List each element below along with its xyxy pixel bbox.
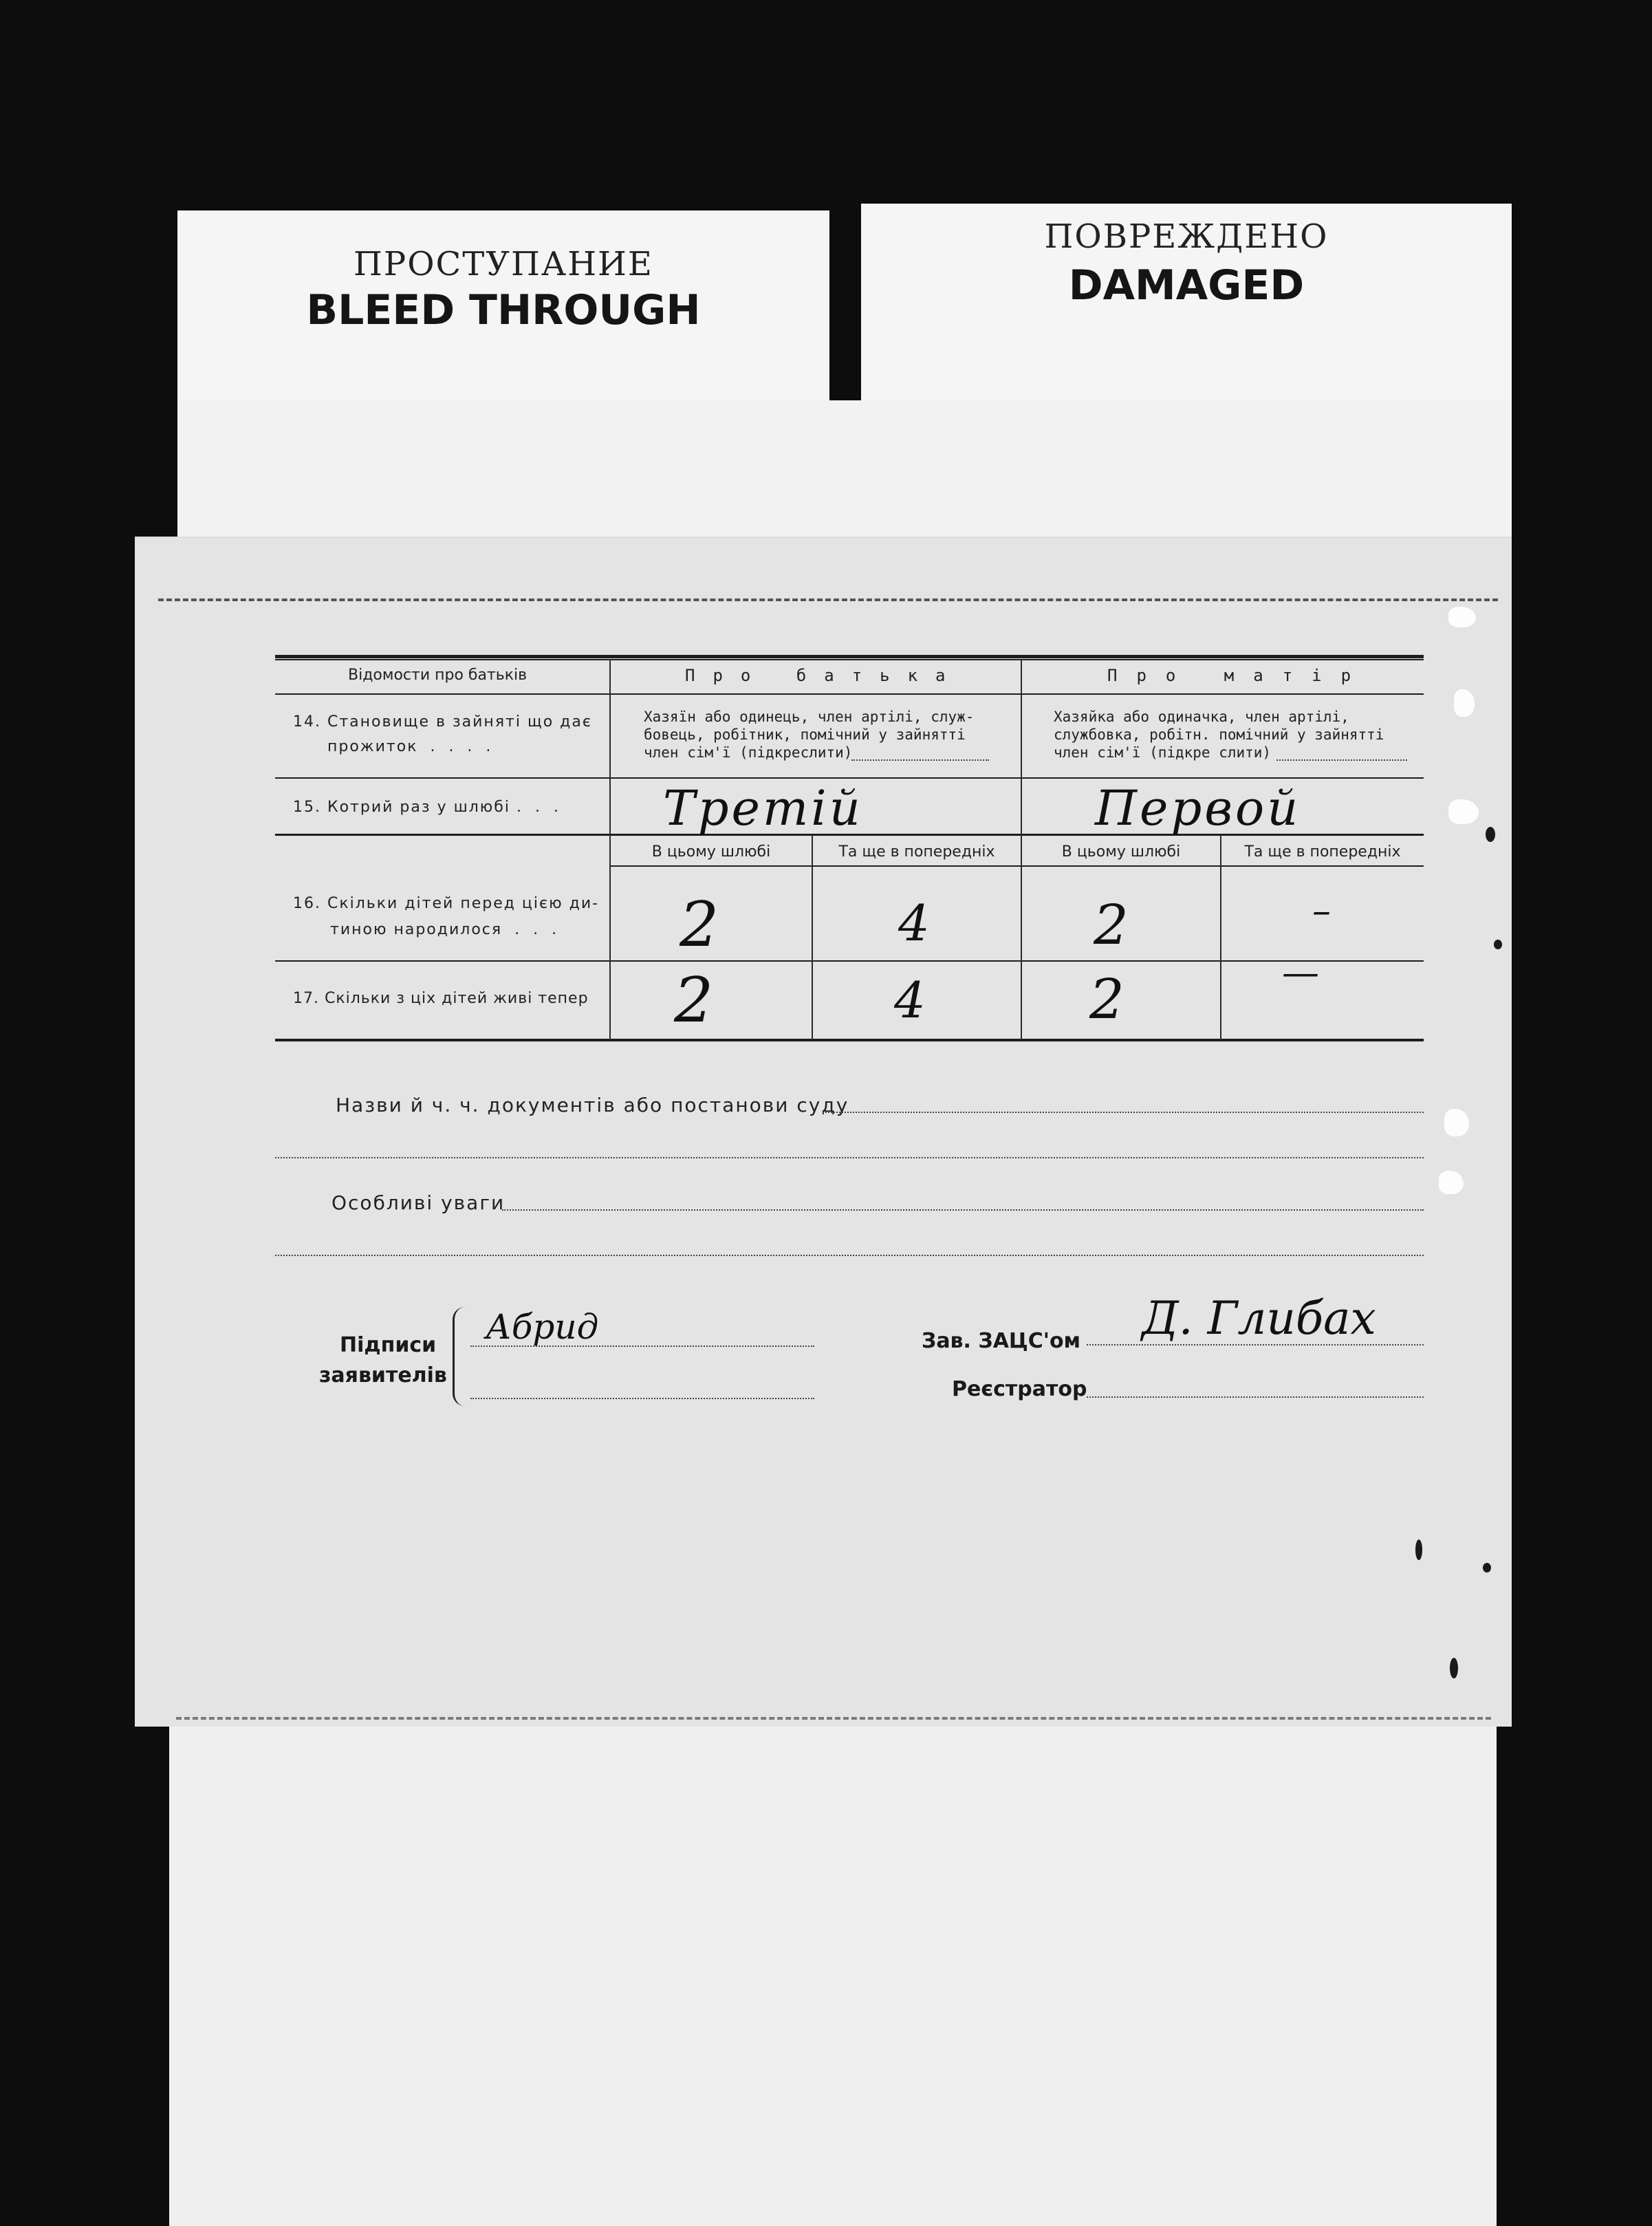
head-label: Зав. ЗАЦС'ом [922, 1329, 1081, 1353]
signatures-label-1: Підписи [340, 1333, 437, 1357]
bleed-through-slip [177, 210, 829, 410]
row16-father-this: 2 [680, 889, 719, 961]
subheader-mother-this: В цьому шлюбі [1061, 843, 1181, 861]
damaged-slip [861, 204, 1512, 410]
row14-mother-line3: член сім'ї (підкре слити) [1054, 744, 1272, 761]
row14-label-1: 14. Становище в зайняті що дає [293, 713, 592, 731]
header-rule [275, 693, 1424, 695]
record-form-sheet [135, 537, 1512, 1727]
lower-sheet [169, 1706, 1497, 2226]
perforation-top [158, 598, 1498, 601]
row17-mother-this: 2 [1089, 967, 1124, 1031]
row14-father-dots [851, 759, 989, 761]
back-sheet [177, 400, 1512, 559]
row15-father-value: Третій [663, 780, 863, 836]
subheader-rule [609, 865, 1424, 867]
row15-label: 15. Котрий раз у шлюбі . . . [293, 799, 560, 816]
head-signature-line [1087, 1344, 1424, 1346]
documents-label: Назви й ч. ч. документів або постанови суду [336, 1094, 849, 1116]
remarks-label: Особливі уваги [332, 1191, 506, 1214]
damaged-ru-label: ПОВРЕЖДЕНО [1044, 217, 1329, 256]
row16-mother-this: 2 [1094, 893, 1129, 957]
punch-hole-1 [1486, 827, 1495, 842]
row16-label-1: 16. Скільки дітей перед цією ди- [293, 895, 600, 912]
edge-damage-3 [1448, 799, 1479, 824]
row17-label: 17. Скільки з ціх дітей живі тепер [293, 990, 589, 1007]
perforation-bottom [176, 1717, 1491, 1720]
row15-mother-value: Первой [1095, 780, 1301, 836]
row16-father-prev: 4 [898, 894, 930, 952]
edge-damage-2 [1454, 689, 1475, 717]
edge-damage-1 [1448, 607, 1476, 627]
applicant-signature-line-2 [470, 1398, 814, 1399]
row14-label-2: прожиток . . . . [327, 738, 492, 755]
row17-father-prev: 4 [894, 971, 926, 1029]
registrar-label: Реєстратор [952, 1377, 1087, 1401]
header-info: Відомости про батьків [348, 667, 528, 684]
header-mother: Про матір [1107, 666, 1371, 685]
bleed-through-ru-label: ПРОСТУПАНИЕ [354, 245, 653, 283]
punch-hole-2 [1494, 940, 1502, 949]
documents-line-2 [275, 1157, 1424, 1158]
subheader-mother-prev: Та ще в попередніх [1244, 843, 1401, 861]
damaged-en-label: DAMAGED [1068, 261, 1305, 310]
signatures-brace [453, 1307, 465, 1406]
col-divider-mother-sub [1220, 835, 1221, 1040]
punch-hole-5 [1450, 1658, 1458, 1678]
registrar-signature-line [1087, 1396, 1424, 1398]
row14-rule [275, 777, 1424, 779]
applicant-signature: Абрид [486, 1307, 599, 1347]
row17-father-this: 2 [674, 964, 714, 1037]
remarks-line-1 [502, 1209, 1424, 1211]
remarks-line-2 [275, 1255, 1424, 1256]
row14-mother-line2: службовка, робітн. помічний у зайнятті [1054, 726, 1384, 743]
table-top-rule [275, 655, 1424, 658]
documents-line-1 [823, 1112, 1424, 1113]
row14-mother-line1: Хазяйка або одиначка, член артілі, [1054, 709, 1349, 725]
col-divider-father-sub [812, 835, 813, 1040]
row16-mother-prev: – [1312, 889, 1331, 932]
edge-damage-4 [1444, 1109, 1469, 1136]
row14-father-line1: Хазяїн або одинець, член артілі, служ- [644, 709, 975, 725]
row14-father-line3: член сім'ї (підкреслити) [644, 744, 853, 761]
row14-mother-dots [1276, 759, 1407, 761]
head-signature: Д. Глибах [1142, 1292, 1376, 1345]
subheader-father-this: В цьому шлюбі [651, 843, 771, 861]
header-father: Про батька [685, 666, 964, 685]
row16-rule [275, 960, 1424, 962]
applicant-signature-line-1 [470, 1346, 814, 1347]
punch-hole-3 [1415, 1539, 1422, 1560]
table-bottom-rule [275, 1039, 1424, 1041]
row17-mother-prev: — [1282, 951, 1319, 994]
row14-father-line2: бовець, робітник, помічний у зайнятті [644, 726, 966, 743]
row16-label-2: тиною народилося . . . [330, 921, 558, 938]
table-top-rule-thin [275, 659, 1424, 660]
subheader-father-prev: Та ще в попередніх [838, 843, 995, 861]
signatures-label-2: заявителів [319, 1363, 447, 1387]
bleed-through-en-label: BLEED THROUGH [306, 286, 701, 334]
punch-hole-4 [1483, 1563, 1491, 1573]
edge-damage-5 [1439, 1171, 1464, 1194]
